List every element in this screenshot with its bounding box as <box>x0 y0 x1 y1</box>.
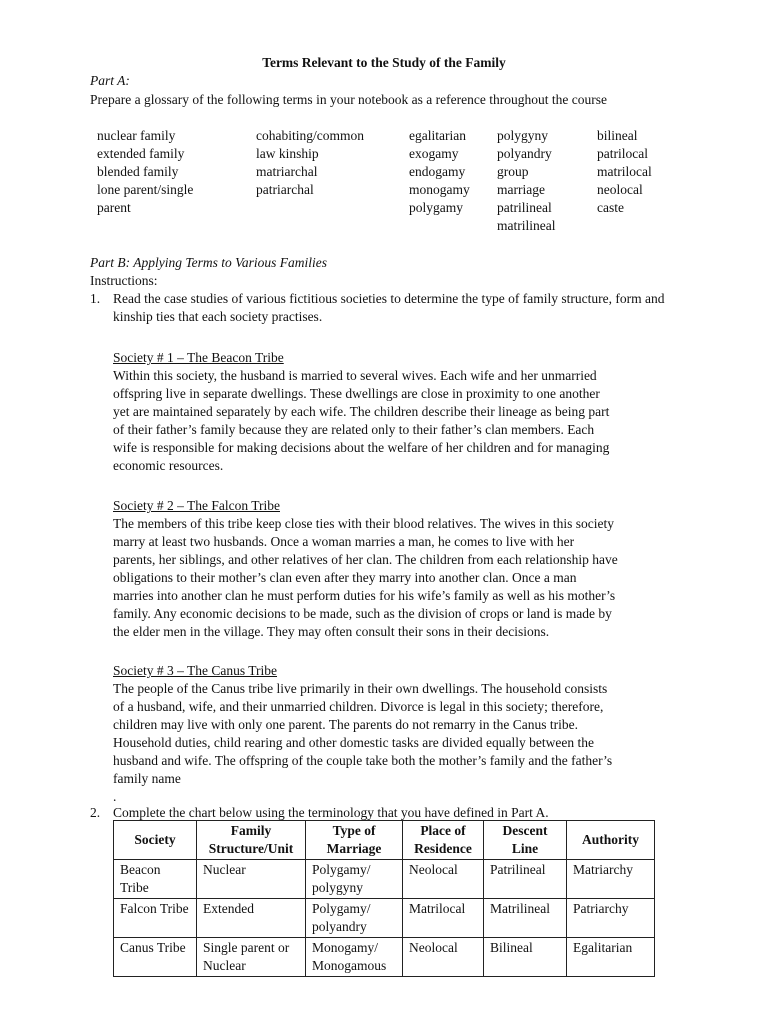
glossary-term: exogamy <box>409 146 459 161</box>
terminology-chart <box>113 820 655 977</box>
table-cell: Nuclear <box>197 860 306 899</box>
page-title: Terms Relevant to the Study of the Family <box>262 55 506 70</box>
table-cell: Patriarchy <box>567 899 655 938</box>
table-cell: Beacon Tribe <box>114 860 197 899</box>
glossary-term: bilineal <box>597 128 638 143</box>
glossary-term: polygyny <box>497 128 549 143</box>
glossary-term: patrilineal <box>497 200 552 215</box>
glossary-term: monogamy <box>409 182 470 197</box>
table-cell: Matrilocal <box>403 899 484 938</box>
table-cell: Egalitarian <box>567 938 655 977</box>
glossary-term: matrilocal <box>597 164 652 179</box>
table-cell: Single parent or Nuclear <box>197 938 306 977</box>
society-1 <box>113 349 683 475</box>
society-2-text: The members of this tribe keep close ties with their blood relatives. The wives in this society marry at least two husbands. Once a woman marries a man, he comes to live with her parents, her siblings, and other relatives of her clan. The children from each relationship have obligations to their mother’s clan even after they marry into another clan. Once a man marries into another clan he must perform duties for his wife’s family as well as his mother’s family. Any economic decisions to be made, such as the division of crops or land is made by the elder men in the village. They may often consult their sons in their decisions. <box>113 516 618 639</box>
glossary-term: matrilineal <box>497 218 556 233</box>
glossary-term: law kinship <box>256 146 319 161</box>
glossary-term: caste <box>597 200 624 215</box>
glossary-term: group <box>497 164 529 179</box>
glossary-term: extended family <box>97 146 185 161</box>
column-header-family-structure: Family Structure/Unit <box>197 821 306 860</box>
part-a-instruction: Prepare a glossary of the following terms in your notebook as a reference throughout the course <box>90 92 607 107</box>
table-cell: Canus Tribe <box>114 938 197 977</box>
table-cell: Bilineal <box>484 938 567 977</box>
society-2 <box>113 497 683 641</box>
society-3-text: The people of the Canus tribe live primarily in their own dwellings. The household consists of a husband, wife, and their unmarried children. Divorce is legal in this society; therefore, children may live with only one parent. The parents do not remarry in the Canus tribe. Household duties, child rearing and other domestic tasks are divided equally between the husband and wife. The offspring of the couple take both the mother’s family and the father’s family name . <box>113 681 613 804</box>
column-header-place-of-residence: Place of Residence <box>403 821 484 860</box>
table-row <box>114 860 655 899</box>
glossary-term: cohabiting/common <box>256 128 364 143</box>
glossary-term: lone parent/single <box>97 182 194 197</box>
society-1-heading: Society # 1 – The Beacon Tribe <box>113 350 284 365</box>
glossary-term: polygamy <box>409 200 463 215</box>
glossary-term: endogamy <box>409 164 466 179</box>
table-cell: Matrilineal <box>484 899 567 938</box>
table-row <box>114 938 655 977</box>
table-cell: Patrilineal <box>484 860 567 899</box>
table-cell: Polygamy/ polyandry <box>306 899 403 938</box>
part-b-heading: Part B: Applying Terms to Various Families <box>90 255 328 270</box>
step-2-text: Complete the chart below using the terminology that you have defined in Part A. <box>113 805 549 820</box>
column-header-authority: Authority <box>567 821 655 860</box>
glossary-term: parent <box>97 200 131 215</box>
society-3 <box>113 662 683 806</box>
column-header-society: Society <box>114 821 197 860</box>
step-2-number: 2. <box>90 805 101 820</box>
part-a-heading: Part A: <box>90 73 130 88</box>
table-cell: Polygamy/ polygyny <box>306 860 403 899</box>
table-row <box>114 899 655 938</box>
table-cell: Matriarchy <box>567 860 655 899</box>
glossary-term: nuclear family <box>97 128 176 143</box>
glossary-term: egalitarian <box>409 128 466 143</box>
glossary-term: matriarchal <box>256 164 318 179</box>
glossary-column-3 <box>409 127 470 217</box>
table-cell: Monogamy/ Monogamous <box>306 938 403 977</box>
glossary-term: marriage <box>497 182 545 197</box>
glossary-term: patrilocal <box>597 146 648 161</box>
column-header-type-of-marriage: Type of Marriage <box>306 821 403 860</box>
glossary-column-4 <box>497 127 555 235</box>
society-3-heading: Society # 3 – The Canus Tribe <box>113 663 278 678</box>
society-2-heading: Society # 2 – The Falcon Tribe <box>113 498 280 513</box>
glossary-term: neolocal <box>597 182 643 197</box>
instructions-label: Instructions: <box>90 273 158 288</box>
step-1-text: Read the case studies of various fictitious societies to determine the type of family structure, form and kinship ties that each society practises. <box>113 291 665 324</box>
glossary-term: patriarchal <box>256 182 314 197</box>
step-1-number: 1. <box>90 291 101 306</box>
table-cell: Neolocal <box>403 860 484 899</box>
table-cell: Neolocal <box>403 938 484 977</box>
glossary-column-2 <box>256 127 364 199</box>
table-header-row <box>114 821 655 860</box>
glossary-term: polyandry <box>497 146 552 161</box>
column-header-descent-line: Descent Line <box>484 821 567 860</box>
glossary-term: blended family <box>97 164 179 179</box>
glossary-column-1 <box>97 127 193 217</box>
table-cell: Falcon Tribe <box>114 899 197 938</box>
table-cell: Extended <box>197 899 306 938</box>
society-1-text: Within this society, the husband is married to several wives. Each wife and her unmarried offspring live in separate dwellings. These dwellings are close in proximity to one another yet are maintained separately by each wife. The children describe their lineage as being part of their father’s family because they are related only to their father’s clan members. Each wife is responsible for making decisions about the welfare of her children and for managing economic resources. <box>113 368 610 473</box>
glossary-column-5 <box>597 127 652 217</box>
